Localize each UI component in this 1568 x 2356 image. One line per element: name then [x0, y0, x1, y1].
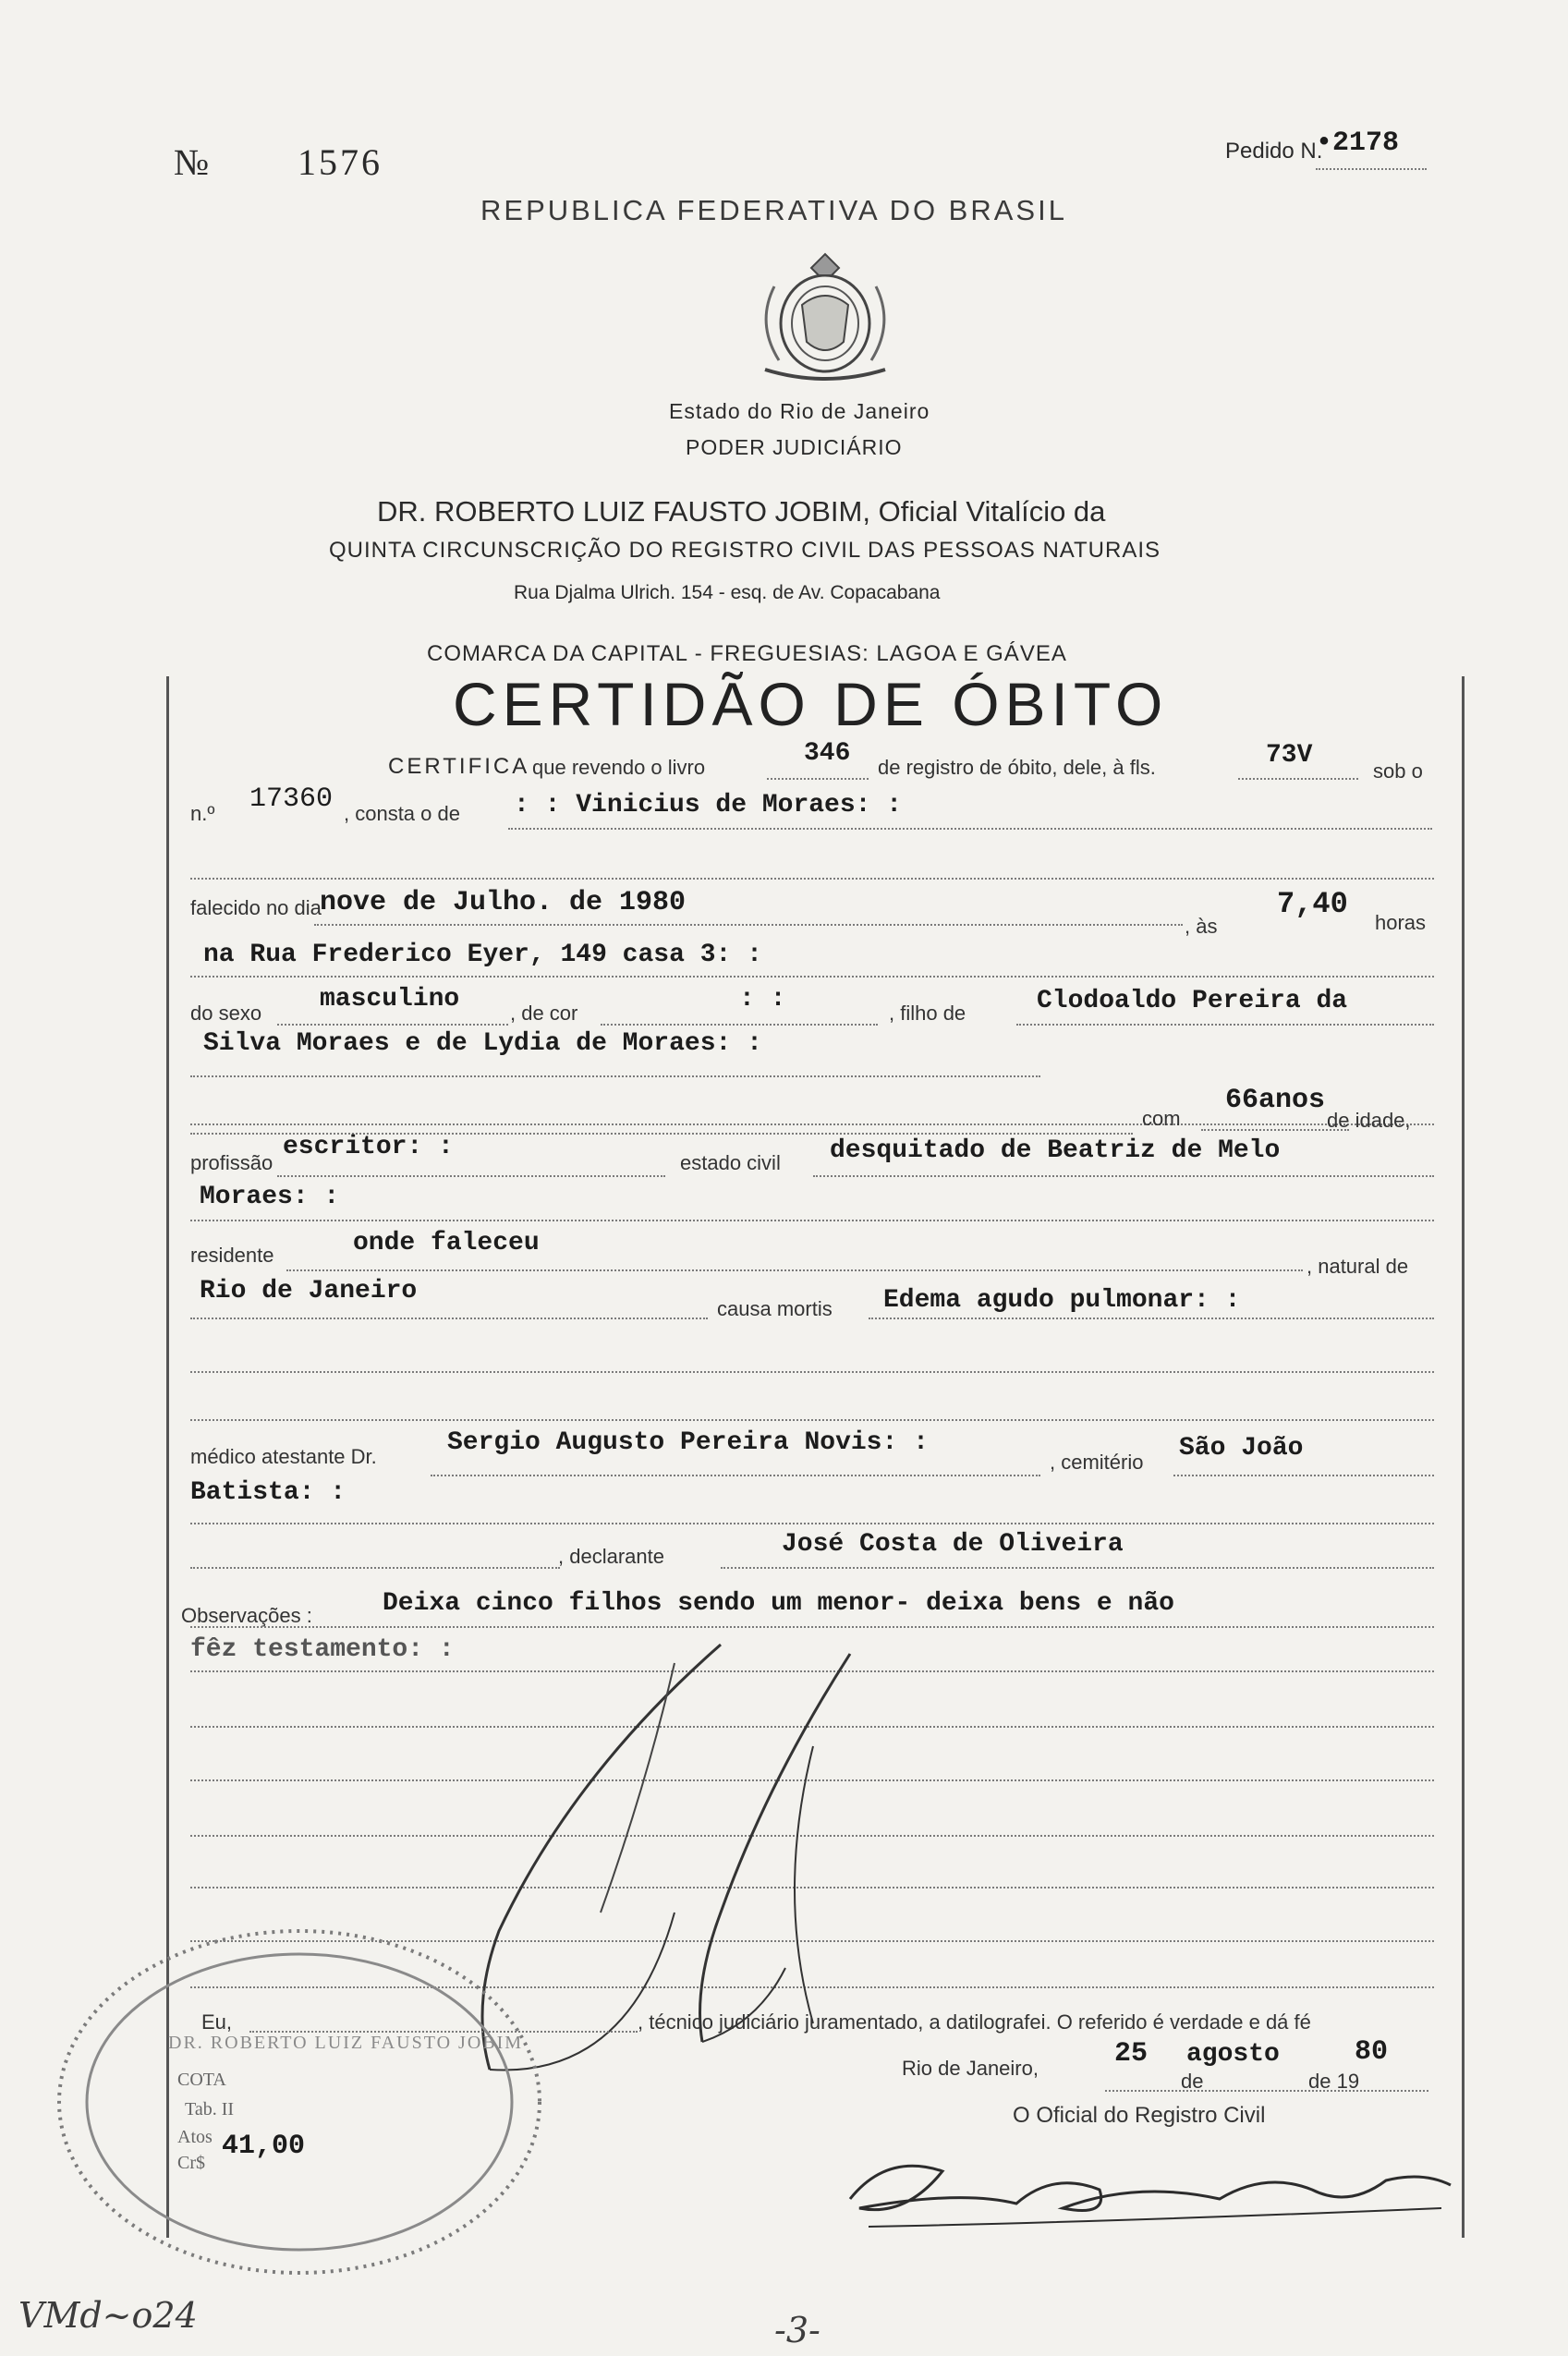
estado-civil-value-2: Moraes: : — [200, 1183, 340, 1211]
stamp-amount: 41,00 — [222, 2131, 306, 2162]
consta-label: , consta o de — [344, 802, 460, 825]
cemiterio-label: , cemitério — [1050, 1451, 1144, 1474]
estado-line — [813, 1175, 1434, 1177]
livro-number: 346 — [804, 739, 851, 768]
death-time: 7,40 — [1277, 887, 1348, 921]
address-line: Rua Djalma Ulrich. 154 - esq. de Av. Copacabana — [514, 582, 941, 603]
death-date: nove de Julho. de 1980 — [320, 887, 687, 918]
doc-number-symbol: № — [174, 141, 210, 183]
eu-label: Eu, — [201, 2010, 233, 2034]
parents-line-2: Silva Moraes e de Lydia de Moraes: : — [203, 1029, 762, 1058]
state-line: Estado do Rio de Janeiro — [669, 399, 930, 423]
cor-label: , de cor — [510, 1002, 578, 1025]
cemiterio-line — [1173, 1475, 1434, 1476]
cemiterio-value-2: Batista: : — [190, 1478, 346, 1507]
registro-label: de registro de óbito, dele, à fls. — [878, 756, 1156, 779]
residente-line — [286, 1269, 1303, 1271]
certificate-title: CERTIDÃO DE ÓBITO — [453, 670, 1169, 738]
page-number: -3- — [774, 2310, 820, 2350]
blank-line-1 — [190, 878, 1434, 880]
medico-line — [431, 1475, 1040, 1476]
declarante-value: José Costa de Oliveira — [782, 1530, 1124, 1559]
falecido-label: falecido no dia — [190, 896, 322, 919]
closing-month: agosto — [1186, 2040, 1280, 2069]
de-label-1: de — [1181, 2070, 1204, 2093]
pedido-line — [1316, 168, 1427, 170]
profissao-label: profissão — [190, 1151, 273, 1174]
revendo-label: que revendo o livro — [532, 756, 706, 779]
closing-text: , técnico judiciário juramentado, a datilografei. O referido é verdade e dá fé — [638, 2010, 1311, 2034]
cemiterio-value: São João — [1179, 1434, 1304, 1463]
blank-line-3 — [190, 1123, 1434, 1125]
medico-value: Sergio Augusto Pereira Novis: : — [447, 1428, 929, 1457]
official-line: DR. ROBERTO LUIZ FAUSTO JOBIM, Oficial Vitalício da — [377, 495, 1106, 528]
blank-line-8 — [190, 1523, 1434, 1524]
estado-civil-label: estado civil — [680, 1151, 781, 1174]
observacoes-line-1: Deixa cinco filhos sendo um menor- deixa bens e não — [383, 1589, 1174, 1618]
causa-line — [869, 1318, 1434, 1319]
stamp-tab: Tab. II — [185, 2099, 235, 2119]
declarante-line — [721, 1567, 1434, 1569]
as-label: , às — [1185, 915, 1218, 938]
causa-value: Edema agudo pulmonar: : — [883, 1286, 1241, 1315]
cor-line — [601, 1024, 878, 1026]
parents-line — [1016, 1024, 1434, 1026]
livro-line — [767, 778, 869, 780]
city-label: Rio de Janeiro, — [902, 2057, 1039, 2080]
pedido-label: Pedido N. — [1225, 139, 1323, 164]
fls-number: 73V — [1266, 741, 1313, 770]
profissao-value: escritor: : — [283, 1133, 454, 1161]
deceased-name: : : Vinicius de Moraes: : — [514, 791, 903, 820]
power-line: PODER JUDICIÁRIO — [686, 435, 903, 459]
com-label: com — [1142, 1107, 1181, 1130]
official-signature-label: O Oficial do Registro Civil — [1013, 2103, 1266, 2128]
registration-number: 17360 — [249, 783, 334, 815]
age-value: 66anos — [1225, 1085, 1326, 1116]
closing-day: 25 — [1114, 2038, 1149, 2070]
closing-year: 80 — [1355, 2036, 1389, 2068]
declarante-label: , declarante — [558, 1545, 664, 1568]
stamp-cota: COTA — [177, 2070, 226, 2090]
number-label: n.º — [190, 802, 215, 825]
estado-civil-value: desquitado de Beatriz de Melo — [830, 1136, 1281, 1165]
horas-label: horas — [1375, 911, 1427, 934]
office-line: QUINTA CIRCUNSCRIÇÃO DO REGISTRO CIVIL DAS PESSOAS NATURAIS — [329, 538, 1161, 563]
sexo-value: masculino — [320, 985, 460, 1014]
pedido-number: •2178 — [1316, 128, 1400, 159]
death-place: na Rua Frederico Eyer, 149 casa 3: : — [203, 941, 762, 969]
natural-line — [190, 1318, 708, 1319]
blank-line-7 — [190, 1419, 1434, 1421]
date-line — [314, 924, 1183, 926]
causa-label: causa mortis — [717, 1297, 833, 1320]
blank-line-9 — [190, 1567, 560, 1569]
doc-number: 1576 — [298, 141, 383, 183]
republic-heading: REPUBLICA FEDERATIVA DO BRASIL — [480, 194, 1067, 226]
date-closing-line — [1105, 2090, 1428, 2092]
natural-value: Rio de Janeiro — [200, 1277, 418, 1306]
stamp-line-1: DR. ROBERTO LUIZ FAUSTO JOBIM — [168, 2033, 524, 2053]
comarca-line: COMARCA DA CAPITAL - FREGUESIAS: LAGOA E GÁVEA — [427, 641, 1067, 666]
name-line — [508, 828, 1432, 830]
blank-line-2 — [190, 1075, 1040, 1077]
coat-of-arms-emblem — [747, 249, 904, 388]
residente-value: onde faleceu — [353, 1229, 540, 1257]
stamp-crs: Cr$ — [177, 2153, 205, 2173]
residente-label: residente — [190, 1244, 274, 1267]
profissao-line — [277, 1175, 665, 1177]
sexo-label: do sexo — [190, 1002, 262, 1025]
cor-value: : : — [739, 985, 786, 1014]
idade-label: de idade, — [1327, 1109, 1411, 1132]
sob-label: sob o — [1373, 759, 1423, 783]
official-signature — [832, 2134, 1460, 2245]
right-border — [1462, 676, 1465, 2238]
blank-line-5 — [190, 1220, 1434, 1221]
de-label-2: de 19 — [1308, 2070, 1360, 2093]
observacoes-line-2: fêz testamento: : — [190, 1635, 455, 1664]
blank-line-6 — [190, 1371, 1434, 1373]
place-line — [190, 976, 1434, 978]
filho-label: , filho de — [889, 1002, 966, 1025]
medico-label: médico atestante Dr. — [190, 1445, 377, 1468]
observacoes-label: Observações : — [181, 1604, 312, 1627]
natural-label: , natural de — [1307, 1255, 1409, 1278]
sexo-line — [277, 1024, 508, 1026]
stamp-atos: Atos — [177, 2127, 213, 2147]
certifica-label: CERTIFICA — [388, 754, 530, 779]
obs-line-1 — [190, 1626, 1434, 1628]
fls-line — [1238, 778, 1358, 780]
parents-line-1: Clodoaldo Pereira da — [1037, 987, 1348, 1015]
margin-note: VMd~o24 — [18, 2295, 198, 2336]
registry-stamp-ring — [41, 1913, 558, 2291]
